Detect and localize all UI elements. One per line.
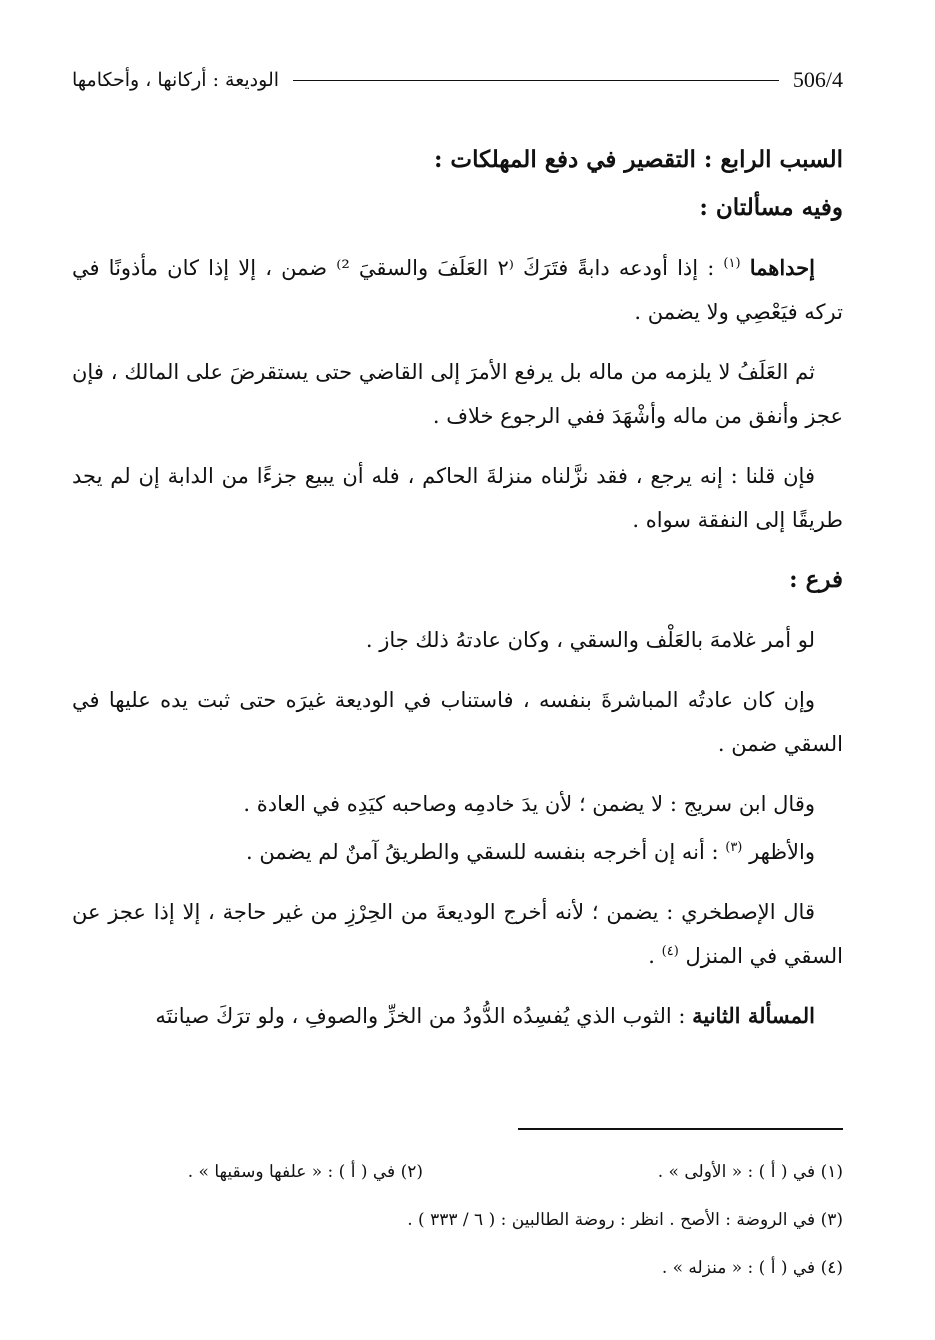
section-heading: السبب الرابع : التقصير في دفع المهلكات :	[433, 146, 843, 173]
running-title: الوديعة : أركانها ، وأحكامها	[72, 69, 280, 91]
branch-heading: فرع :	[789, 566, 843, 593]
paragraph-4: لو أمر غلامهَ بالعَلْف والسقي ، وكان عادتهُ ذلك جاز .	[365, 628, 815, 652]
paragraph-3: فإن قلنا : إنه يرجع ، فقد نزَّلناه منزلةَ الحاكم ، فله أن يبيع جزءًا من الدابة إن لم يجد طريقًا إلى النفقة سواه .	[72, 464, 843, 532]
footnote-4: (٤) في ( أ ) : « منزله » .	[661, 1258, 843, 1278]
paragraph-5: وإن كان عادتُه المباشرةَ بنفسه ، فاستناب في الوديعة غيرَه حتى ثبت يده عليها في السقي ضمن .	[72, 688, 843, 756]
paragraph-1-text: : إذا أودعه دابةً فتَرَكَ ⁽٢ العَلَفَ والسقيَ ²⁾ ضمن ، إلا إذا كان مأذونًا في تركه فيَعْصِي ولا يضمن .	[72, 256, 843, 324]
paragraph-1-lead: إحداهما	[749, 255, 815, 280]
footnote-row-1	[72, 1148, 843, 1196]
footnote-row-3	[72, 1244, 843, 1292]
footnote-ref-4[interactable]: (٤)	[661, 944, 679, 959]
footnote-ref-3[interactable]: (٣)	[725, 840, 743, 855]
paragraph-7-text: : أنه إن أخرجه بنفسه للسقي والطريقُ آمنٌ لم يضمن .	[246, 840, 726, 864]
paragraph-8-text: قال الإصطخري : يضمن ؛ لأنه أخرج الوديعةَ من الحِرْزِ من غير حاجة ، إلا إذا عجز عن السقي في المنزل	[72, 900, 843, 968]
footnote-ref-1[interactable]: (١)	[723, 256, 741, 271]
paragraph-9-text: : الثوب الذي يُفسِدُه الدُّودُ من الخزِّ والصوفِ ، ولو ترَكَ صيانتَه	[155, 1004, 693, 1028]
footnote-2: (٢) في ( أ ) : « علفها وسقيها » .	[187, 1162, 423, 1182]
page-number: 506/4	[792, 67, 843, 92]
section-subheading: وفيه مسألتان :	[699, 194, 843, 221]
main-text	[72, 138, 843, 1054]
paragraph-8-end: .	[648, 944, 662, 968]
header-rule	[293, 80, 779, 81]
paragraph-8	[72, 890, 843, 978]
paragraph-7-lead: والأظهر	[749, 840, 815, 864]
footnote-3: (٣) في الروضة : الأصح . انظر : روضة الطالبين : ( ٦ / ٣٣٣ ) .	[407, 1210, 843, 1230]
paragraph-1	[72, 246, 843, 334]
paragraph-9	[72, 994, 843, 1038]
paragraph-7	[72, 830, 843, 874]
footnote-row-2	[72, 1196, 843, 1244]
footnote-1: (١) في ( أ ) : « الأولى » .	[657, 1162, 843, 1182]
paragraph-9-lead: المسألة الثانية	[692, 1003, 815, 1028]
paragraph-2: ثم العَلَفُ لا يلزمه من ماله بل يرفع الأمرَ إلى القاضي حتى يستقرضَ على المالك ، فإن عجز وأنفق من ماله وأشْهَدَ ففي الرجوع خلاف .	[72, 360, 843, 428]
page-header	[72, 62, 843, 98]
paragraph-6: وقال ابن سريج : لا يضمن ؛ لأن يدَ خادمِه وصاحبه كيَدِه في العادة .	[243, 792, 815, 816]
footnote-rule	[518, 1128, 843, 1130]
footnotes	[72, 1148, 843, 1292]
